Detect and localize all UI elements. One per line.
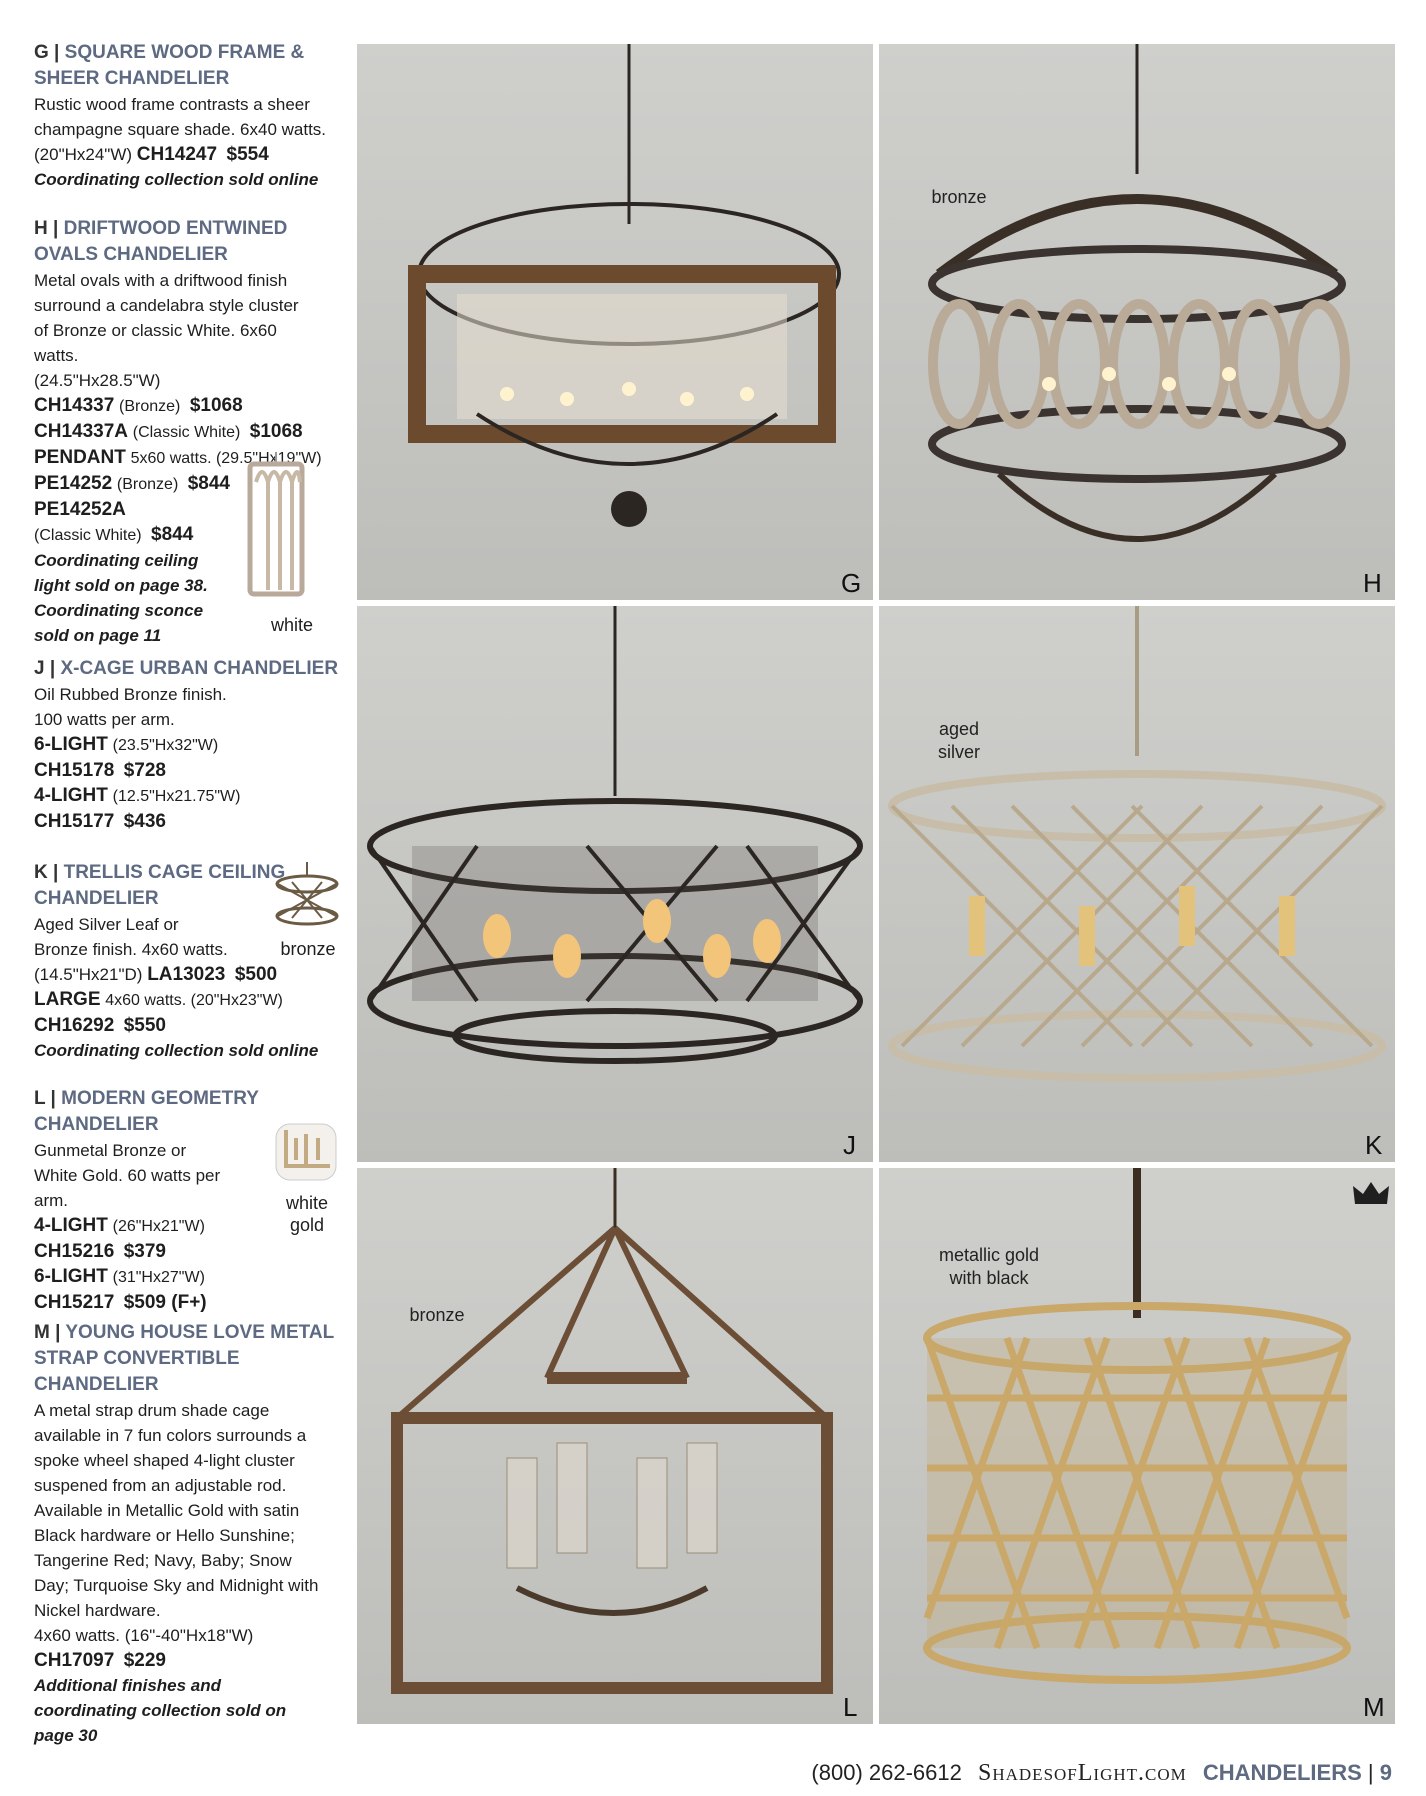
photo-grid [357, 44, 1395, 1724]
pendant-white-caption: white [270, 615, 314, 635]
footer-phone: (800) 262-6612 [811, 1760, 962, 1785]
photo-h [879, 44, 1395, 600]
trellis-bronze-caption: bronze [280, 939, 336, 959]
entry-g-note: Coordinating collection sold online [34, 170, 319, 189]
footer-page-number: 9 [1379, 1760, 1392, 1785]
photo-k-caption: aged silver [937, 719, 980, 762]
entry-h-desc: Metal ovals with a driftwood finish surround a candelabra style cluster of Bronze or classic White. 6x60 watts. [34, 271, 299, 365]
entry-h-note-sconce: Coordinating sconce sold on page 11 [34, 601, 204, 645]
crown-icon [1351, 1180, 1391, 1208]
entry-j: J | X-CAGE URBAN CHANDELIER Oil Rubbed Bronze finish. 100 watts per arm. 6-LIGHT (23.5"Hx32"W) CH15178 $728 4-LIGHT (12.5"Hx21.75"W) CH15177 $436 [34, 656, 354, 834]
entry-l: L | MODERN GEOMETRY CHANDELIER Gunmetal Bronze or White Gold. 60 watts per arm. 4-LIGHT (26"Hx21"W) CH15216 $379 6-LIGHT (31"Hx27"W) CH15217 $509 (F+) [34, 1086, 354, 1315]
photo-m-caption: metallic gold with black [938, 1245, 1040, 1288]
geometry-white-gold-thumbnail [272, 1120, 342, 1184]
trellis-bronze-thumbnail [272, 862, 342, 926]
photo-h-caption: bronze [931, 187, 987, 207]
photo-g [357, 44, 873, 600]
footer-site: ShadesofLight.com [978, 1760, 1187, 1786]
pendant-white-thumbnail [246, 452, 306, 602]
entry-h: H | DRIFTWOOD ENTWINED OVALS CHANDELIER Metal ovals with a driftwood finish surround a candelabra style cluster of Bronze or classic White. 6x60 watts. (24.5"Hx28.5"W) CH14337 (Bronze) $1068 CH14337A (Classic White) $1068 PENDANT 5x60 watts. (29.5"Hx19"W) PE14252 (Bronze) $844 PE14252A (Classic White) $844 Coordinating ceiling light sold on page 38. Coordinating sconce sold on page 11 [34, 216, 354, 648]
entry-g-title: SQUARE WOOD FRAME & SHEER CHANDELIER [34, 42, 305, 89]
photo-l [357, 1168, 873, 1724]
entry-m: M | YOUNG HOUSE LOVE METAL STRAP CONVERTIBLE CHANDELIER A metal strap drum shade cage available in 7 fun colors surrounds a spoke wheel shaped 4-light cluster suspened from an adjustable rod. Available in Metallic Gold with satin Black hardware or Hello Sunshine; Tangerine Red; Navy, Baby; Snow Day; Turquoise Sky and Midnight with Nickel hardware. 4x60 watts. (16"-40"Hx18"W) CH17097 $229 Additional finishes and coordinating collection sold on page 30 [34, 1320, 354, 1748]
entry-k-heading: K | TRELLIS CAGE CEILING CHANDELIER [34, 862, 286, 909]
photo-m-letter: M [1363, 1692, 1385, 1722]
entry-l-heading: L | MODERN GEOMETRY CHANDELIER [34, 1088, 259, 1135]
photo-h-letter: H [1363, 568, 1382, 598]
photo-k [879, 606, 1395, 1162]
photo-l-letter: L [843, 1692, 858, 1722]
footer-section: CHANDELIERS [1202, 1760, 1362, 1785]
entry-h-heading: H | DRIFTWOOD ENTWINED OVALS CHANDELIER [34, 218, 288, 265]
footer-separator: | [1367, 1760, 1374, 1785]
entry-g-desc: Rustic wood frame contrasts a sheer champagne square shade. 6x40 watts. [34, 95, 327, 139]
page-footer [811, 1760, 1392, 1787]
photo-k-letter: K [1365, 1130, 1383, 1160]
entry-g-spec: (20"Hx24"W) CH14247 $554 [34, 144, 269, 165]
photo-m [879, 1168, 1395, 1724]
entry-g-heading: G | SQUARE WOOD FRAME & SHEER CHANDELIER [34, 42, 305, 89]
entry-g [34, 40, 354, 192]
entry-j-heading: J | X-CAGE URBAN CHANDELIER [34, 658, 339, 679]
entry-m-heading: M | YOUNG HOUSE LOVE METAL STRAP CONVERTIBLE CHANDELIER [34, 1322, 335, 1395]
photo-l-caption: bronze [409, 1305, 465, 1325]
entry-k: K | TRELLIS CAGE CEILING CHANDELIER Aged Silver Leaf or Bronze finish. 4x60 watts. (14.5"Hx21"D) LA13023 $500 LARGE 4x60 watts. (20"Hx23"W) CH16292 $550 Coordinating collection sold online [34, 860, 354, 1063]
geometry-white-gold-caption: white gold [285, 1193, 329, 1235]
entry-h-note-ceiling: Coordinating ceiling light sold on page 38. [34, 551, 208, 595]
photo-j [357, 606, 873, 1162]
photo-g-letter: G [841, 568, 862, 598]
photo-j-letter: J [843, 1130, 856, 1160]
